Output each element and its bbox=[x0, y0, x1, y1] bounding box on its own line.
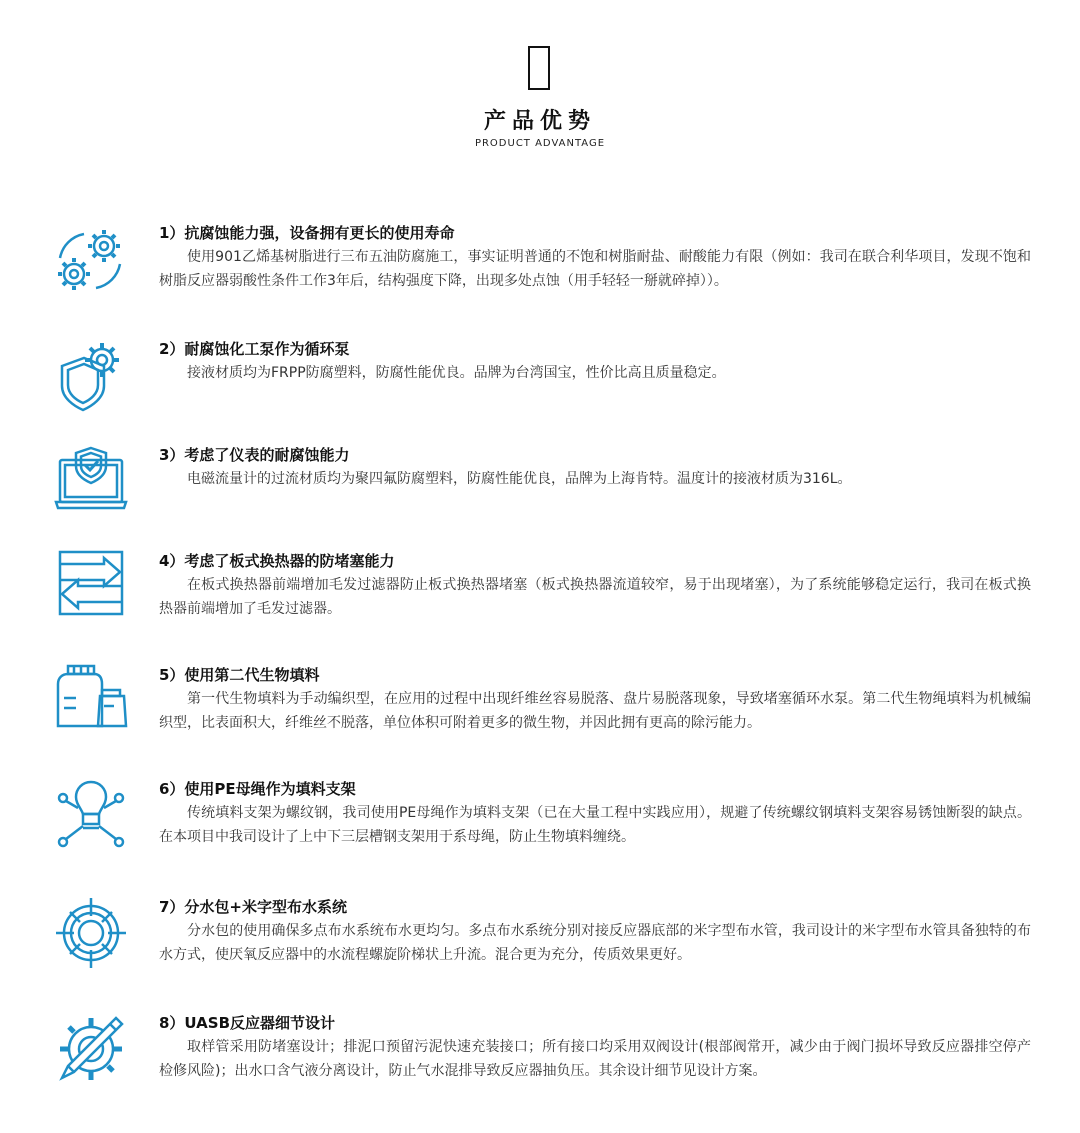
item-title: 8）UASB反应器细节设计 bbox=[159, 1014, 336, 1032]
item-title: 3）考虑了仪表的耐腐蚀能力 bbox=[159, 446, 350, 464]
exchange-arrows-icon bbox=[54, 550, 128, 624]
section-subtitle: PRODUCT ADVANTAGE bbox=[474, 138, 606, 149]
item-body: 分水包的使用确保多点布水系统布水更均匀。多点布水系统分别对接反应器底部的米字型布水管，我司设计的米字型布水管具备独特的布水方式，使厌氧反应器中的水流程螺旋阶梯状上升流。混合更为充分，传质效果更好。 bbox=[159, 923, 1031, 963]
shield-gear-icon bbox=[54, 338, 128, 412]
item-title: 2）耐腐蚀化工泵作为循环泵 bbox=[159, 340, 350, 358]
item-body: 取样管采用防堵塞设计；排泥口预留污泥快速充装接口；所有接口均采用双阀设计(根部阀常开，减少由于阀门损坏导致反应器排空停产检修风险)；出水口含气液分离设计，防止气水混排导致反应器抽负压。其余设计细节见设计方案。 bbox=[159, 1039, 1031, 1079]
network-idea-icon bbox=[54, 778, 128, 852]
gear-pencil-icon bbox=[54, 1012, 128, 1086]
item-title: 4）考虑了板式换热器的防堵塞能力 bbox=[159, 552, 395, 570]
gears-icon bbox=[54, 224, 128, 298]
header-glyph-icon bbox=[528, 46, 550, 90]
item-title: 6）使用PE母绳作为填料支架 bbox=[159, 780, 356, 798]
item-body: 电磁流量计的过流材质均为聚四氟防腐塑料，防腐性能优良，品牌为上海肯特。温度计的接液材质为316L。 bbox=[187, 471, 852, 487]
item-body: 在板式换热器前端增加毛发过滤器防止板式换热器堵塞（板式换热器流道较窄，易于出现堵塞），为了系统能够稳定运行，我司在板式换热器前端增加了毛发过滤器。 bbox=[159, 577, 1031, 617]
item-title: 7）分水包+米字型布水系统 bbox=[159, 898, 348, 916]
crosshair-icon bbox=[54, 896, 128, 970]
item-body: 接液材质均为FRPP防腐塑料，防腐性能优良。品牌为台湾国宝，性价比高且质量稳定。 bbox=[187, 365, 726, 381]
item-body: 第一代生物填料为手动编织型，在应用的过程中出现纤维丝容易脱落、盘片易脱落现象，导致堵塞循环水泵。第二代生物绳填料为机械编织型，比表面积大，纤维丝不脱落，单位体积可附着更多的微生物，并因此拥有更高的除污能力。 bbox=[159, 691, 1031, 731]
item-title: 5）使用第二代生物填料 bbox=[159, 666, 320, 684]
item-body: 传统填料支架为螺纹钢，我司使用PE母绳作为填料支架（已在大量工程中实践应用），规避了传统螺纹钢填料支架容易锈蚀断裂的缺点。在本项目中我司设计了上中下三层槽钢支架用于系母绳，防止生物填料缠绕。 bbox=[159, 805, 1031, 845]
containers-icon bbox=[54, 664, 128, 738]
laptop-shield-icon bbox=[54, 444, 128, 518]
item-title: 1）抗腐蚀能力强，设备拥有更长的使用寿命 bbox=[159, 224, 455, 242]
item-body: 使用901乙烯基树脂进行三布五油防腐施工，事实证明普通的不饱和树脂耐盐、耐酸能力有限（例如：我司在联合利华项目，发现不饱和树脂反应器弱酸性条件工作3年后，结构强度下降，出现多处点蚀（用手轻轻一掰就碎掉））。 bbox=[159, 249, 1031, 289]
section-title: 产品优势 bbox=[483, 109, 596, 134]
